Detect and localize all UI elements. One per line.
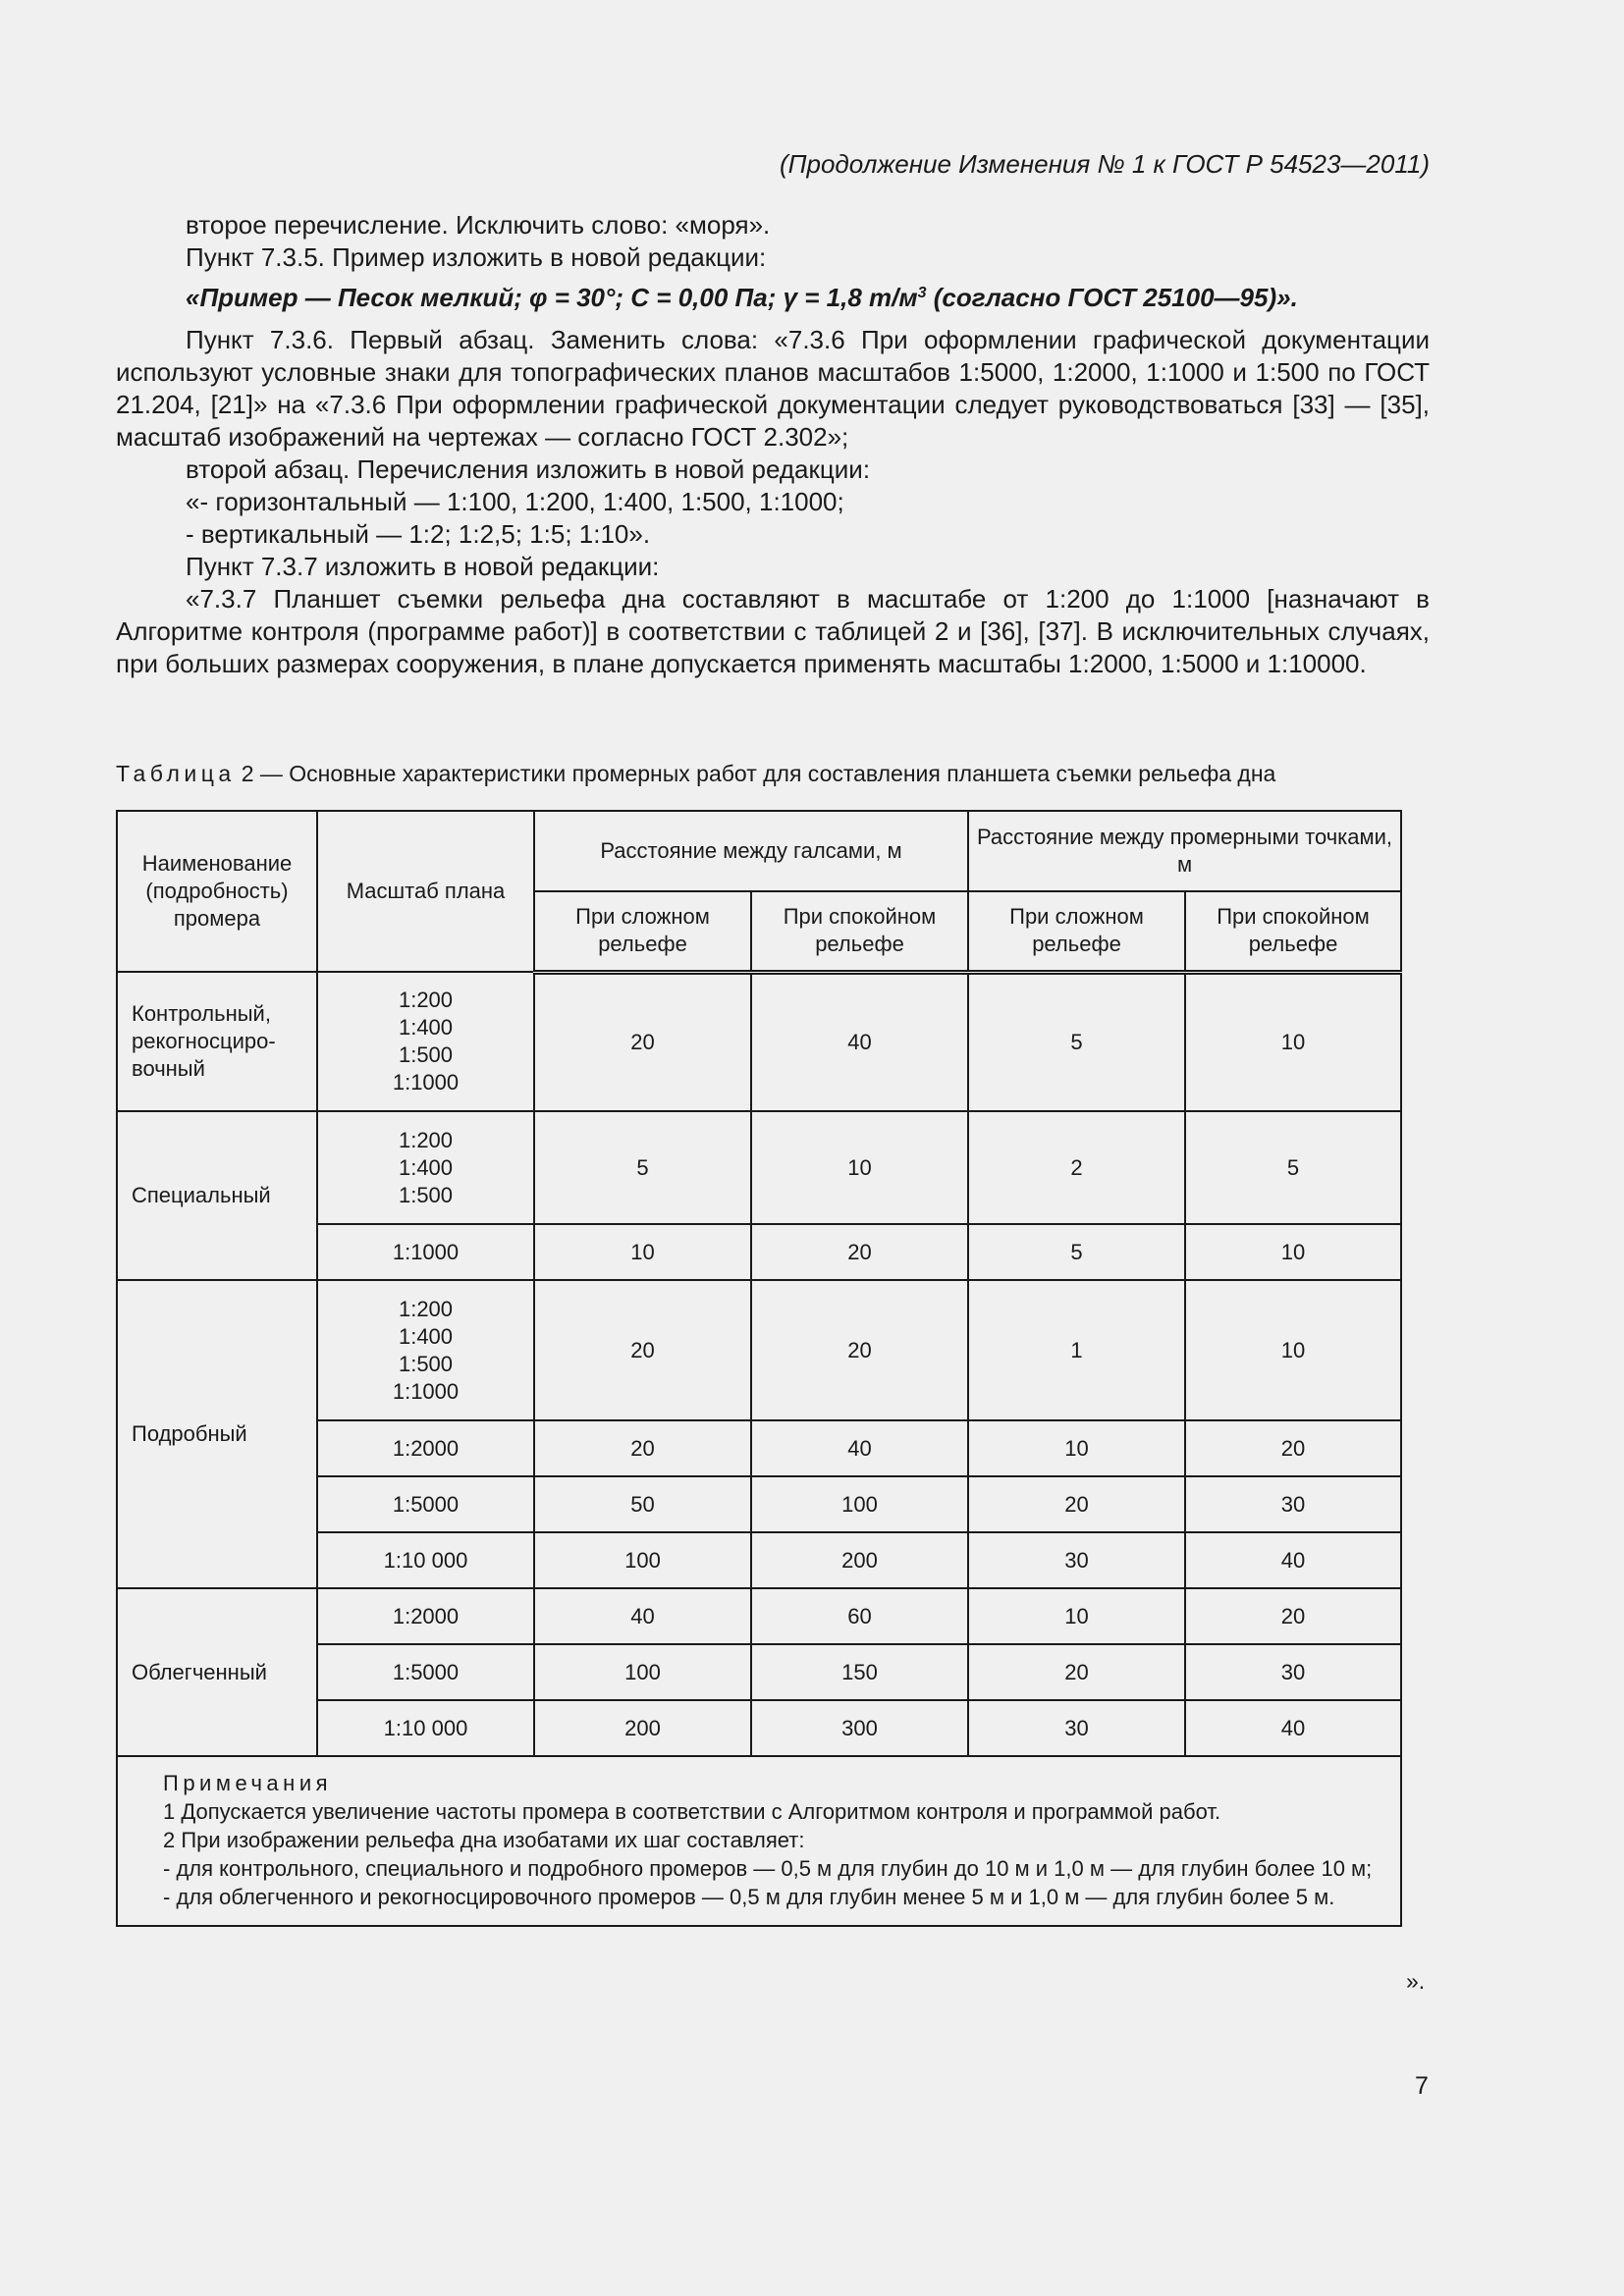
scale-cell: 1:200 1:400 1:500 (317, 1111, 534, 1224)
value-cell: 40 (751, 1420, 968, 1476)
header-scale: Масштаб плана (317, 811, 534, 972)
notes-title: Примечания (163, 1771, 333, 1795)
value-cell: 10 (534, 1224, 751, 1280)
header-complex: При сложном рельефе (968, 891, 1185, 972)
scale-cell: 1:1000 (317, 1224, 534, 1280)
header-points: Расстояние между промерными точками, м (968, 811, 1401, 891)
header-calm: При спокойном рельефе (751, 891, 968, 972)
value-cell: 30 (1185, 1476, 1401, 1532)
value-cell: 5 (968, 1224, 1185, 1280)
value-cell: 100 (534, 1644, 751, 1700)
table-caption-prefix: Таблица (116, 761, 236, 786)
value-cell: 2 (968, 1111, 1185, 1224)
group-label: Специальный (117, 1111, 317, 1280)
closing-quote: ». (1406, 1968, 1426, 1994)
value-cell: 5 (534, 1111, 751, 1224)
value-cell: 200 (751, 1532, 968, 1588)
note-item: 2 При изображении рельефа дна изобатами их шаг составляет: (163, 1828, 805, 1852)
value-cell: 60 (751, 1588, 968, 1644)
value-cell: 30 (968, 1700, 1185, 1756)
value-cell: 5 (1185, 1111, 1401, 1224)
scale-cell: 1:2000 (317, 1588, 534, 1644)
value-cell: 20 (534, 1420, 751, 1476)
value-cell: 40 (751, 972, 968, 1111)
note-item: - для контрольного, специального и подробного промеров — 0,5 м для глубин до 10 м и 1,0 м — для глубин более 10 м; (163, 1856, 1373, 1881)
table-row (117, 1111, 1401, 1224)
value-cell: 100 (534, 1532, 751, 1588)
table-caption-text: 2 — Основные характеристики промерных работ для составления планшета съемки рельефа дна (241, 761, 1276, 786)
value-cell: 30 (1185, 1644, 1401, 1700)
header-calm: При спокойном рельефе (1185, 891, 1401, 972)
scale-cell: 1:10 000 (317, 1700, 534, 1756)
scale-cell: 1:5000 (317, 1644, 534, 1700)
value-cell: 1 (968, 1280, 1185, 1420)
value-cell: 20 (534, 972, 751, 1111)
paragraph: Пункт 7.3.6. Первый абзац. Заменить слова: «7.3.6 При оформлении графической документации используют условные знаки для топографических планов масштабов 1:5000, 1:2000, 1:1000 и 1:500 по ГОСТ 21.204, [21]» на «7.3.6 При оформлении графической документации следует руководствоваться [33] — [35], масштаб изображений на чертежах — согласно ГОСТ 2.302»; (116, 325, 1430, 452)
value-cell: 10 (751, 1111, 968, 1224)
table-row (117, 1588, 1401, 1644)
value-cell: 30 (968, 1532, 1185, 1588)
paragraph: второй абзац. Перечисления изложить в новой редакции: (186, 454, 871, 484)
value-cell: 100 (751, 1476, 968, 1532)
page-number: 7 (1415, 2072, 1429, 2100)
value-cell: 5 (968, 972, 1185, 1111)
header-complex: При сложном рельефе (534, 891, 751, 972)
example-superscript: 3 (917, 285, 927, 301)
value-cell: 20 (968, 1476, 1185, 1532)
scale-cell: 1:10 000 (317, 1532, 534, 1588)
value-cell: 20 (751, 1224, 968, 1280)
table-caption (116, 758, 1275, 789)
value-cell: 20 (1185, 1588, 1401, 1644)
paragraph: второе перечисление. Исключить слово: «моря». (186, 210, 771, 240)
value-cell: 10 (1185, 1224, 1401, 1280)
example-tail: (согласно ГОСТ 25100—95)». (926, 283, 1298, 312)
example-main: «Пример — Песок мелкий; φ = 30°; С = 0,00 Па; γ = 1,8 т/м (186, 283, 918, 312)
scale-cell: 1:5000 (317, 1476, 534, 1532)
value-cell: 20 (1185, 1420, 1401, 1476)
paragraph: «7.3.7 Планшет съемки рельефа дна составляют в масштабе от 1:200 до 1:1000 [назначают в Алгоритме контроля (программе работ)] в соответствии с таблицей 2 и [36], [37]. В исключительных случаях, при больших размерах сооружения, в плане допускается применять масштабы 1:2000, 1:5000 и 1:10000. (116, 584, 1430, 678)
page-header: (Продолжение Изменения № 1 к ГОСТ Р 54523—2011) (780, 149, 1430, 179)
value-cell: 20 (968, 1644, 1185, 1700)
header-tacks: Расстояние между галсами, м (534, 811, 968, 891)
value-cell: 10 (1185, 1280, 1401, 1420)
group-label: Облегченный (117, 1588, 317, 1756)
group-label: Контрольный, рекогносциро-вочный (117, 972, 317, 1111)
note-item: - для облегченного и рекогносцировочного промеров — 0,5 м для глубин менее 5 м и 1,0 м — для глубин более 5 м. (163, 1885, 1335, 1909)
paragraph: Пункт 7.3.5. Пример изложить в новой редакции: (186, 242, 767, 272)
survey-table (116, 810, 1402, 1927)
scale-cell: 1:200 1:400 1:500 1:1000 (317, 1280, 534, 1420)
value-cell: 40 (1185, 1700, 1401, 1756)
value-cell: 20 (534, 1280, 751, 1420)
example-formula (116, 282, 1430, 314)
paragraph: Пункт 7.3.7 изложить в новой редакции: (186, 552, 660, 581)
table-row (117, 1280, 1401, 1420)
value-cell: 40 (1185, 1532, 1401, 1588)
body-text (116, 209, 1430, 680)
value-cell: 150 (751, 1644, 968, 1700)
value-cell: 40 (534, 1588, 751, 1644)
note-item: 1 Допускается увеличение частоты промера в соответствии с Алгоритмом контроля и программой работ. (163, 1799, 1221, 1824)
paragraph: «- горизонтальный — 1:100, 1:200, 1:400, 1:500, 1:1000; (186, 487, 844, 516)
scale-cell: 1:2000 (317, 1420, 534, 1476)
value-cell: 50 (534, 1476, 751, 1532)
group-label: Подробный (117, 1280, 317, 1588)
header-name: Наименование (подробность) промера (117, 811, 317, 972)
value-cell: 200 (534, 1700, 751, 1756)
notes-row (117, 1756, 1401, 1926)
value-cell: 300 (751, 1700, 968, 1756)
value-cell: 10 (968, 1588, 1185, 1644)
value-cell: 10 (968, 1420, 1185, 1476)
scale-cell: 1:200 1:400 1:500 1:1000 (317, 972, 534, 1111)
value-cell: 10 (1185, 972, 1401, 1111)
value-cell: 20 (751, 1280, 968, 1420)
table-row (117, 972, 1401, 1111)
paragraph: - вертикальный — 1:2; 1:2,5; 1:5; 1:10». (186, 519, 651, 549)
table-notes (117, 1756, 1401, 1926)
